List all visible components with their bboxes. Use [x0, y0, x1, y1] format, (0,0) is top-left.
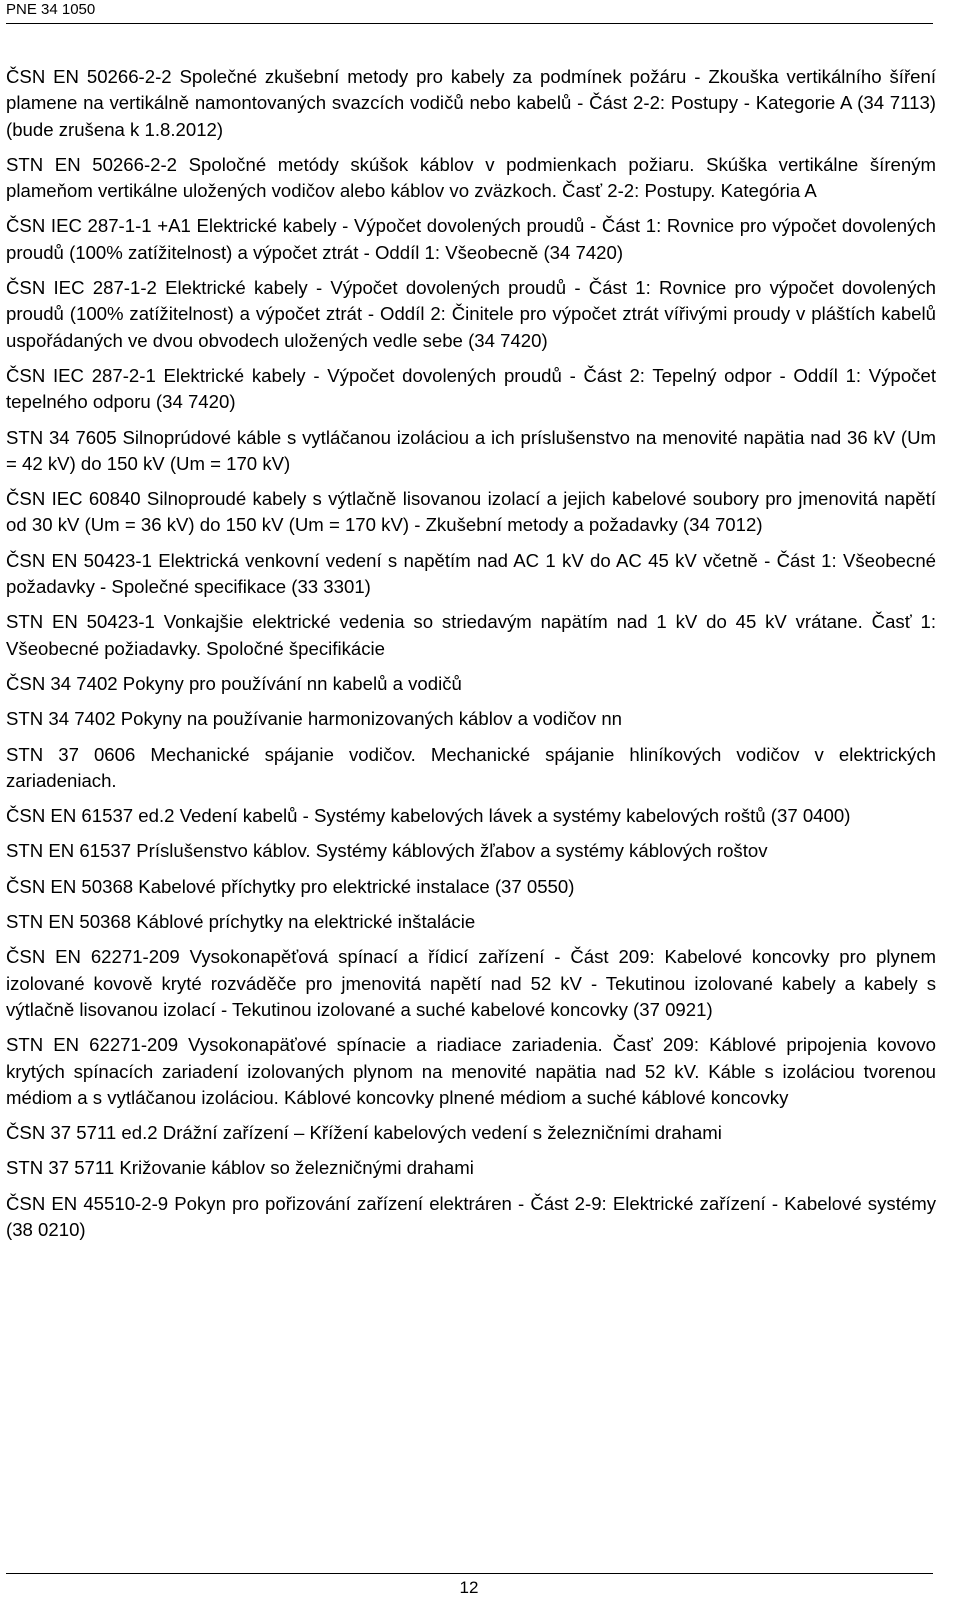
standard-entry: STN EN 62271-209 Vysokonapäťové spínacie a riadiace zariadenia. Časť 209: Káblové pripojenia kovovo krytých spínacích zariadení izolovaných plynom na menovité napätia nad 52 kV. Káble s izoláciou tvorenou médiom a s vytláčanou izoláciou. Káblové koncovky plnené médiom a suché káblové koncovky — [6, 1034, 936, 1108]
standard-entry: STN EN 50423-1 Vonkajšie elektrické vedenia so striedavým napätím nad 1 kV do 45 kV vrátane. Časť 1: Všeobecné požiadavky. Spoločné špecifikácie — [6, 611, 936, 659]
standard-entry: STN EN 61537 Príslušenstvo káblov. Systémy káblových žľabov a systémy káblových roštov — [6, 840, 768, 862]
standard-entry: STN 37 0606 Mechanické spájanie vodičov. Mechanické spájanie hliníkových vodičov v elektrických zariadeniach. — [6, 743, 936, 791]
standard-entry: ČSN IEC 60840 Silnoproudé kabely s výtlačně lisovanou izolací a jejich kabelové soubory pro jmenovitá napětí od 30 kV (Um = 36 kV) do 150 kV (Um = 170 kV) - Zkušební metody a požadavky (34 7012) — [6, 488, 936, 536]
standard-entry: ČSN 34 7402 Pokyny pro používání nn kabelů a vodičů — [6, 672, 462, 694]
document-code: PNE 34 1050 — [6, 1, 96, 18]
standard-entry: ČSN IEC 287-1-1 +A1 Elektrické kabely - Výpočet dovolených proudů - Část 1: Rovnice pro výpočet dovolených proudů (100% zatížitelnost) a výpočet ztrát - Oddíl 1: Všeobecně (34 7420) — [6, 215, 936, 263]
standard-entry: ČSN EN 50368 Kabelové příchytky pro elektrické instalace (37 0550) — [6, 875, 575, 897]
footer-divider — [6, 1573, 933, 1574]
standard-entry: STN EN 50368 Káblové príchytky na elektrické inštalácie — [6, 911, 476, 933]
header-divider — [6, 23, 933, 24]
standard-entry: STN 37 5711 Križovanie káblov so železničnými drahami — [6, 1157, 474, 1179]
standard-entry: ČSN 37 5711 ed.2 Drážní zařízení – Křížení kabelových vedení s železničními drahami — [6, 1122, 722, 1144]
standard-entry: STN 34 7605 Silnoprúdové káble s vytláčanou izoláciou a ich príslušenstvo na menovité napätia nad 36 kV (Um = 42 kV) do 150 kV (Um = 170 kV) — [6, 426, 936, 474]
standard-entry: ČSN IEC 287-2-1 Elektrické kabely - Výpočet dovolených proudů - Část 2: Tepelný odpor - Oddíl 1: Výpočet tepelného odporu (34 7420) — [6, 364, 936, 413]
standard-entry: ČSN IEC 287-1-2 Elektrické kabely - Výpočet dovolených proudů - Část 1: Rovnice pro výpočet dovolených proudů (100% zatížitelnost) a výpočet ztrát - Oddíl 2: Činitele pro výpočet ztrát vířivými proudy v pláštích kabelů uspořádaných ve dvou obvodech uložených vedle sebe (34 7420) — [6, 277, 936, 351]
standards-list — [6, 64, 936, 1243]
page-number: 12 — [459, 1578, 479, 1597]
standard-entry: ČSN EN 50266-2-2 Společné zkušební metody pro kabely za podmínek požáru - Zkouška vertikálního šíření plamene na vertikálně namontovaných svazcích vodičů nebo kabelů - Část 2-2: Postupy - Kategorie A (34 7113) (bude zrušena k 1.8.2012) — [6, 66, 936, 140]
standard-entry: ČSN EN 61537 ed.2 Vedení kabelů - Systémy kabelových lávek a systémy kabelových roštů (37 0400) — [6, 805, 851, 827]
standard-entry: STN EN 50266-2-2 Spoločné metódy skúšok káblov v podmienkach požiaru. Skúška vertikálne šíreným plameňom vertikálne uložených vodičov alebo káblov vo zväzkoch. Časť 2-2: Postupy. Kategória A — [6, 153, 936, 202]
standard-entry: ČSN EN 62271-209 Vysokonapěťová spínací a řídicí zařízení - Část 209: Kabelové koncovky pro plynem izolované kovově kryté rozváděče pro jmenovitá napětí nad 52 kV - Tekutinou izolované kabely a kabely s výtlačně lisovanou izolací - Tekutinou izolované a suché kabelové koncovky (37 0921) — [6, 946, 936, 1020]
standard-entry: STN 34 7402 Pokyny na používanie harmonizovaných káblov a vodičov nn — [6, 708, 623, 730]
standard-entry: ČSN EN 45510-2-9 Pokyn pro pořizování zařízení elektráren - Část 2-9: Elektrické zařízení - Kabelové systémy (38 0210) — [6, 1192, 936, 1240]
standard-entry: ČSN EN 50423-1 Elektrická venkovní vedení s napětím nad AC 1 kV do AC 45 kV včetně - Část 1: Všeobecné požadavky - Společné specifikace (33 3301) — [6, 549, 936, 598]
